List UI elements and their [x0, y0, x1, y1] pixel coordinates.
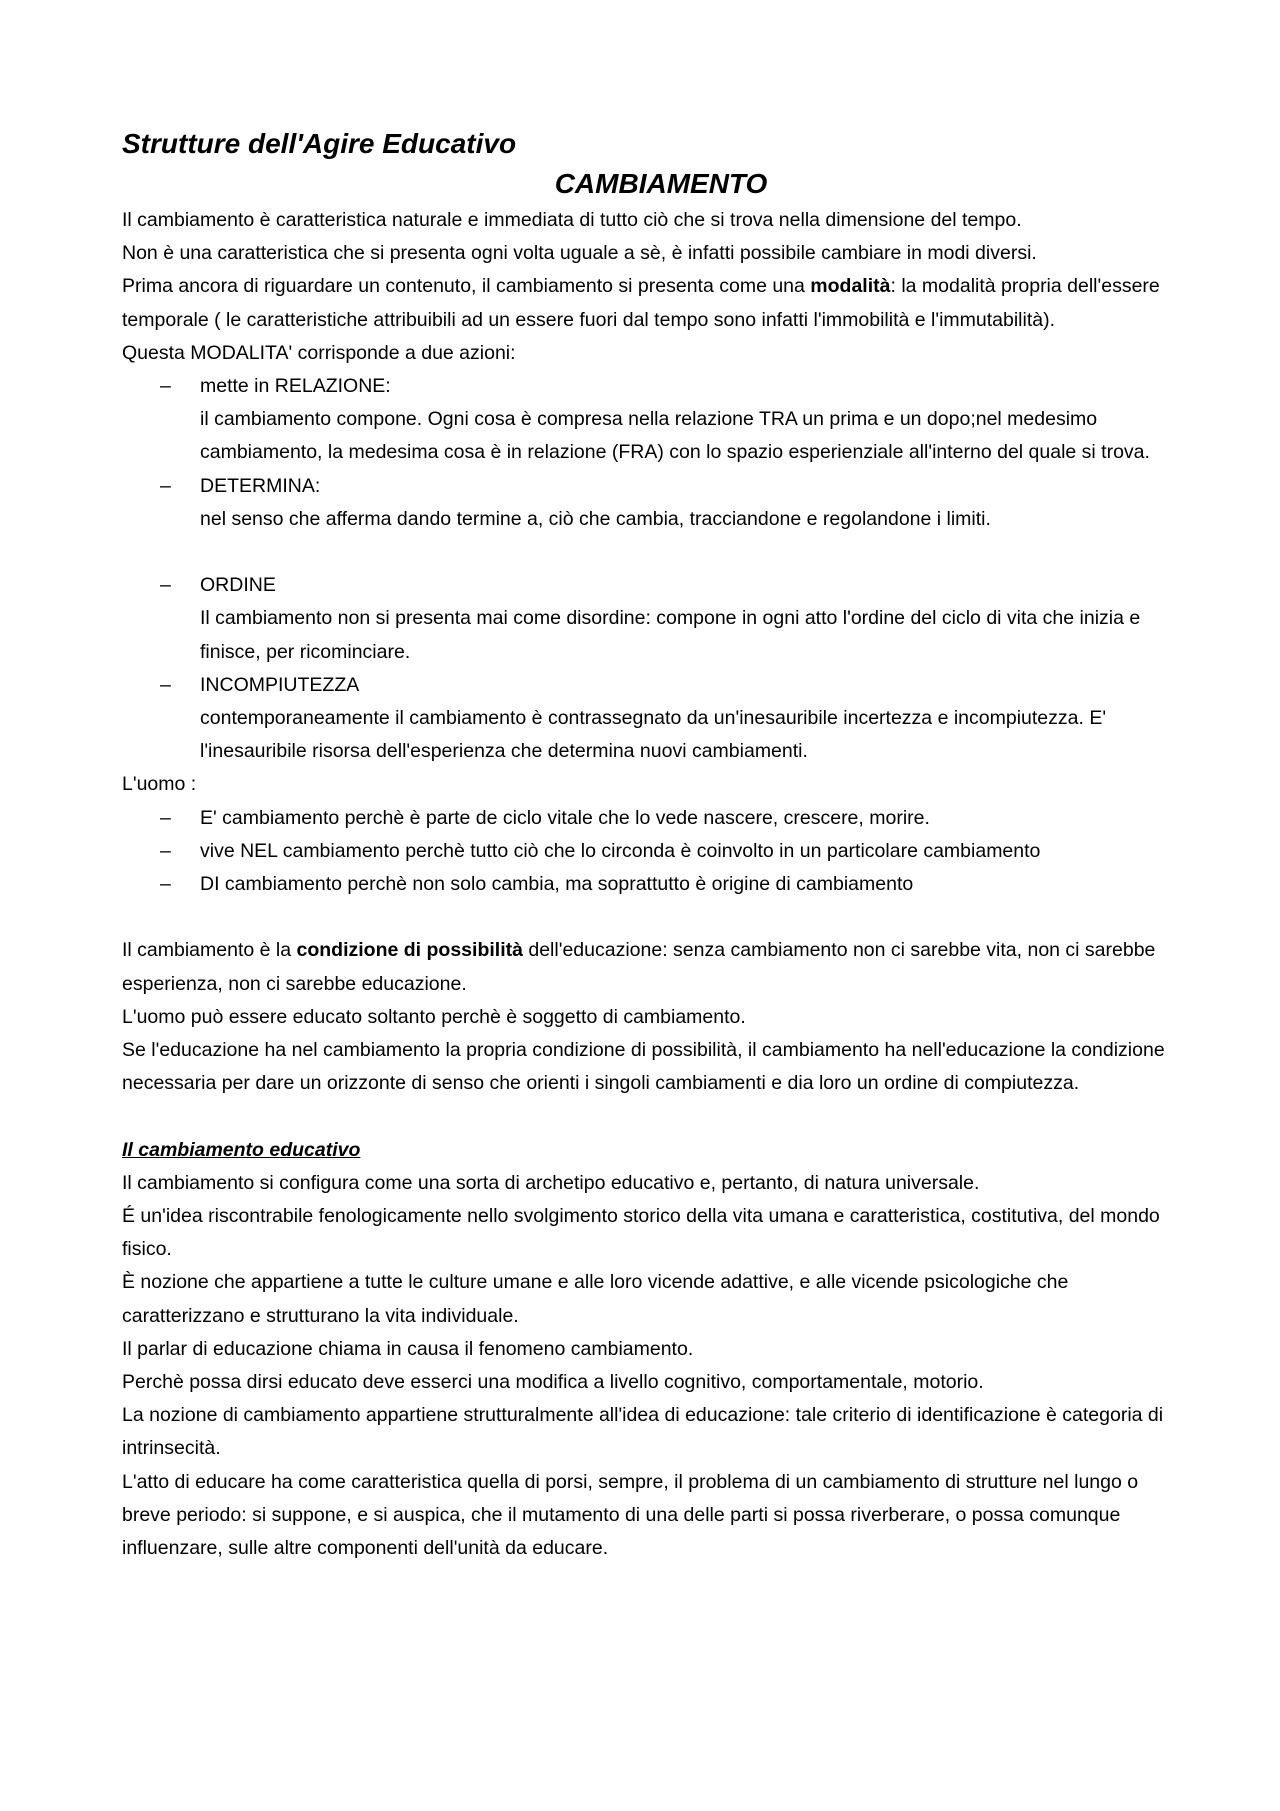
educativo-paragraph-7: L'atto di educare ha come caratteristica quella di porsi, sempre, il problema di un cambiamento di strutture nel lungo o breve periodo: si suppone, e si auspica, che il mutamento di una delle parti si possa riverberare, o possa comunque influenzare, sulle altre componenti dell'unità da educare.: [122, 1470, 1139, 1560]
list-item-heading: DETERMINA:: [200, 474, 321, 497]
uomo-list: [122, 802, 1180, 902]
document-title: Strutture dell'Agire Educativo: [122, 128, 517, 159]
educativo-paragraph-5: Perchè possa dirsi educato deve esserci una modifica a livello cognitivo, comportamentale, motorio.: [122, 1371, 984, 1394]
educativo-paragraph-2: É un'idea riscontrabile fenologicamente nello svolgimento storico della vita umana e caratteristica, costitutiva, del mondo fisico.: [122, 1205, 1160, 1261]
list-item: [122, 802, 1180, 835]
list-item-text: vive NEL cambiamento perchè tutto ciò che lo circonda è coinvolto in un particolare cambiamento: [200, 839, 1041, 862]
list-item-text: nel senso che afferma dando termine a, ciò che cambia, tracciandone e regolandone i limiti.: [200, 507, 991, 530]
intro-text-after: : la modalità propria dell'essere temporale ( le caratteristiche attribuibili ad un essere fuori dal tempo sono infatti l'immobilità e l'immutabilità).: [122, 275, 1160, 331]
dash-bullet: –: [160, 806, 171, 829]
uomo-label: L'uomo :: [122, 773, 197, 796]
list-item-text: contemporaneamente il cambiamento è contrassegnato da un'inesauribile incertezza e incompiutezza. E' l'inesauribile risorsa dell'esperienza che determina nuovi cambiamenti.: [200, 707, 1107, 763]
actions-list: [122, 370, 1180, 536]
list-item: [122, 370, 1180, 470]
intro-paragraph-3: [122, 270, 1180, 336]
educativo-paragraph-6: La nozione di cambiamento appartiene strutturalmente all'idea di educazione: tale criterio di identificazione è categoria di intrinsecità.: [122, 1404, 1164, 1460]
list-item-text: E' cambiamento perchè è parte de ciclo vitale che lo vede nascere, crescere, morire.: [200, 806, 930, 829]
dash-bullet: –: [160, 673, 171, 696]
condizione-paragraph-2: L'uomo può essere educato soltanto perchè è soggetto di cambiamento.: [122, 1005, 746, 1028]
qualities-list: [122, 569, 1180, 768]
intro-paragraph-2: Non è una caratteristica che si presenta ogni volta uguale a sè, è infatti possibile cambiare in modi diversi.: [122, 242, 1037, 265]
intro-bold-term: modalità: [810, 275, 891, 298]
blank-line: [122, 536, 1180, 569]
list-item: [122, 868, 1180, 901]
list-item-text: DI cambiamento perchè non solo cambia, ma soprattutto è origine di cambiamento: [200, 873, 914, 896]
list-item: [122, 669, 1180, 769]
dash-bullet: –: [160, 574, 171, 597]
list-item-heading: mette in RELAZIONE:: [200, 375, 391, 398]
educativo-heading: [122, 1134, 1180, 1167]
condizione-paragraph-3: Se l'educazione ha nel cambiamento la propria condizione di possibilità, il cambiamento ha nell'educazione la condizione necessaria per dare un orizzonte di senso che orienti i singoli cambiamenti e dia loro un ordine di compiutezza.: [122, 1039, 1165, 1095]
dash-bullet: –: [160, 839, 171, 862]
intro-paragraph-4: Questa MODALITA' corrisponde a due azioni:: [122, 341, 516, 364]
dash-bullet: –: [160, 375, 171, 398]
blank-line: [122, 1100, 1180, 1133]
condizione-text-before: Il cambiamento è la: [122, 939, 297, 962]
subsection-title: Il cambiamento educativo: [122, 1138, 361, 1161]
condizione-bold-term: condizione di possibilità: [296, 939, 523, 962]
educativo-paragraph-1: Il cambiamento si configura come una sorta di archetipo educativo e, pertanto, di natura universale.: [122, 1171, 980, 1194]
intro-paragraph-1: Il cambiamento è caratteristica naturale e immediata di tutto ciò che si trova nella dimensione del tempo.: [122, 209, 1022, 231]
dash-bullet: –: [160, 873, 171, 896]
blank-line: [122, 901, 1180, 934]
list-item-text: Il cambiamento non si presenta mai come disordine: compone in ogni atto l'ordine del ciclo di vita che inizia e finisce, per ricominciare.: [200, 607, 1141, 663]
list-item: [122, 835, 1180, 868]
list-item-heading: INCOMPIUTEZZA: [200, 673, 360, 696]
educativo-paragraph-3: È nozione che appartiene a tutte le culture umane e alle loro vicende adattive, e alle vicende psicologiche che caratterizzano e strutturano la vita individuale.: [122, 1271, 1069, 1327]
list-item: [122, 569, 1180, 669]
educativo-paragraph-4: Il parlar di educazione chiama in causa il fenomeno cambiamento.: [122, 1337, 694, 1360]
intro-text-before: Prima ancora di riguardare un contenuto, il cambiamento si presenta come una: [122, 275, 811, 298]
list-item: [122, 470, 1180, 536]
list-item-text: il cambiamento compone. Ogni cosa è compresa nella relazione TRA un prima e un dopo;nel medesimo cambiamento, la medesima cosa è in relazione (FRA) con lo spazio esperienziale all'interno del quale si trova.: [200, 408, 1150, 464]
dash-bullet: –: [160, 474, 171, 497]
condizione-text-after: dell'educazione: senza cambiamento non ci sarebbe vita, non ci sarebbe esperienza, non ci sarebbe educazione.: [122, 939, 1156, 995]
list-item-heading: ORDINE: [200, 574, 276, 597]
section-title: CAMBIAMENTO: [554, 168, 768, 199]
condizione-paragraph-1: [122, 934, 1180, 1000]
